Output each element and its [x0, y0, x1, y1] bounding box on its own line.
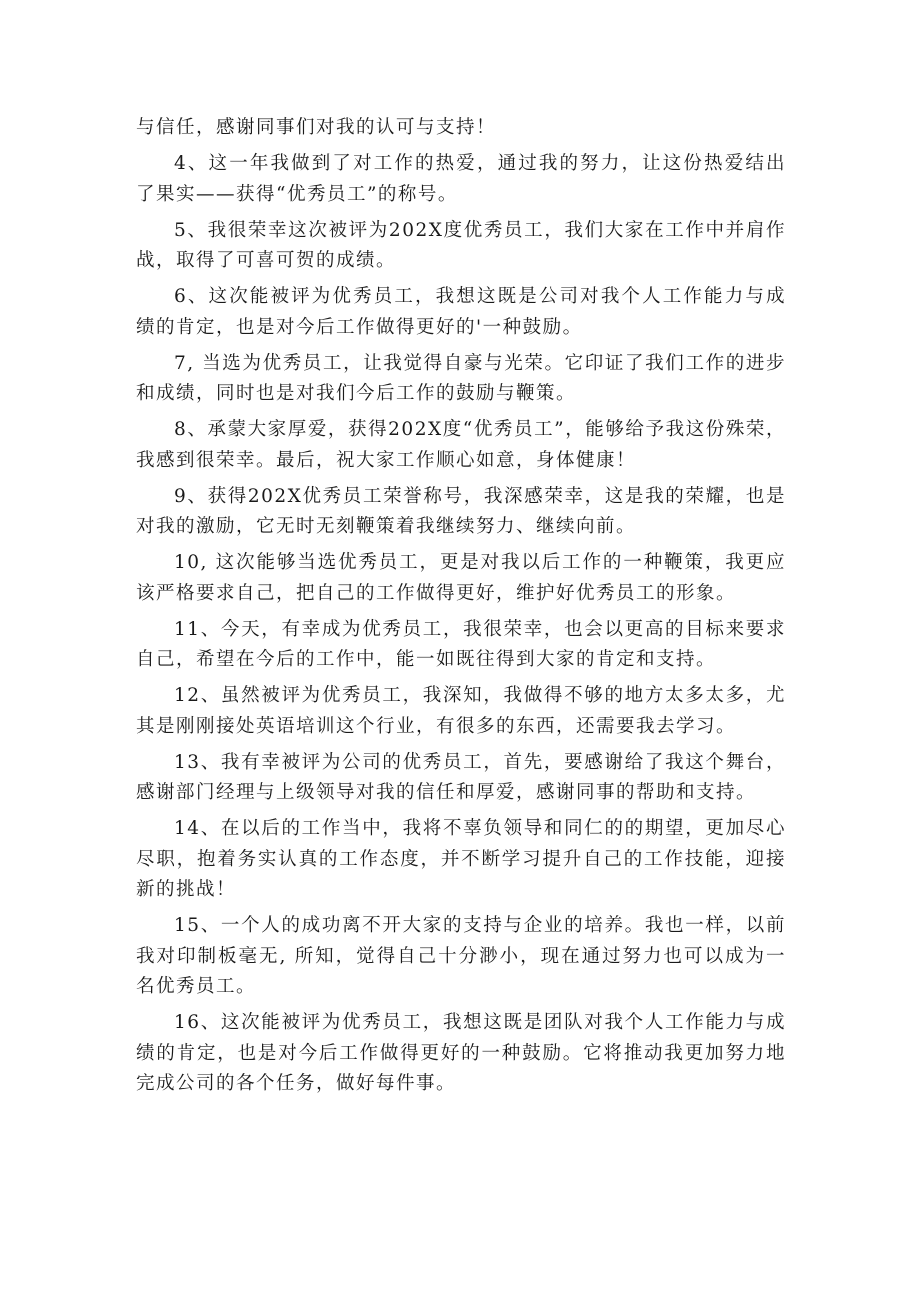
paragraph-item-4: 4、这一年我做到了对工作的热爱，通过我的努力，让这份热爱结出了果实——获得“优秀员工”的称号。 [136, 153, 786, 205]
paragraph-item-8: 8、承蒙大家厚爱，获得202X度“优秀员工”，能够给予我这份殊荣，我感到很荣幸。最后，祝大家工作顺心如意，身体健康！ [136, 419, 786, 471]
paragraph-item-7: 7, 当选为优秀员工，让我觉得自豪与光荣。它印证了我们工作的进步和成绩，同时也是对我们今后工作的鼓励与鞭策。 [136, 352, 786, 404]
document-body [136, 113, 786, 1105]
paragraph-item-16: 16、这次能被评为优秀员工，我想这既是团队对我个人工作能力与成绩的肯定，也是对今后工作做得更好的一种鼓励。它将推动我更加努力地完成公司的各个任务，做好每件事。 [136, 1012, 786, 1094]
paragraph-item-14: 14、在以后的工作当中，我将不辜负领导和同仁的的期望，更加尽心尽职，抱着务实认真的工作态度，并不断学习提升自己的工作技能，迎接新的挑战！ [136, 818, 786, 900]
paragraph-item-9: 9、获得202X优秀员工荣誉称号，我深感荣幸，这是我的荣耀，也是对我的激励，它无时无刻鞭策着我继续努力、继续向前。 [136, 485, 786, 537]
paragraph-continuation: 与信任，感谢同事们对我的认可与支持！ [136, 117, 497, 138]
paragraph-item-5: 5、我很荣幸这次被评为202X度优秀员工，我们大家在工作中并肩作战，取得了可喜可贺的成绩。 [136, 219, 786, 271]
paragraph-item-13: 13、我有幸被评为公司的优秀员工，首先，要感谢给了我这个舞台，感谢部门经理与上级领导对我的信任和厚爱，感谢同事的帮助和支持。 [136, 751, 786, 803]
paragraph-item-11: 11、今天，有幸成为优秀员工，我很荣幸，也会以更高的目标来要求自己，希望在今后的工作中，能一如既往得到大家的肯定和支持。 [136, 618, 786, 670]
paragraph-item-10: 10, 这次能够当选优秀员工，更是对我以后工作的一种鞭策，我更应该严格要求自己，把自己的工作做得更好，维护好优秀员工的形象。 [136, 552, 786, 604]
paragraph-item-15: 15、一个人的成功离不开大家的支持与企业的培养。我也一样，以前我对印制板毫无, 所知，觉得自己十分渺小，现在通过努力也可以成为一名优秀员工。 [136, 915, 786, 997]
paragraph-item-12: 12、虽然被评为优秀员工，我深知，我做得不够的地方太多太多，尤其是刚刚接处英语培训这个行业，有很多的东西，还需要我去学习。 [136, 685, 786, 737]
paragraph-item-6: 6、这次能被评为优秀员工，我想这既是公司对我个人工作能力与成绩的肯定，也是对今后工作做得更好的'一种鼓励。 [136, 286, 786, 338]
